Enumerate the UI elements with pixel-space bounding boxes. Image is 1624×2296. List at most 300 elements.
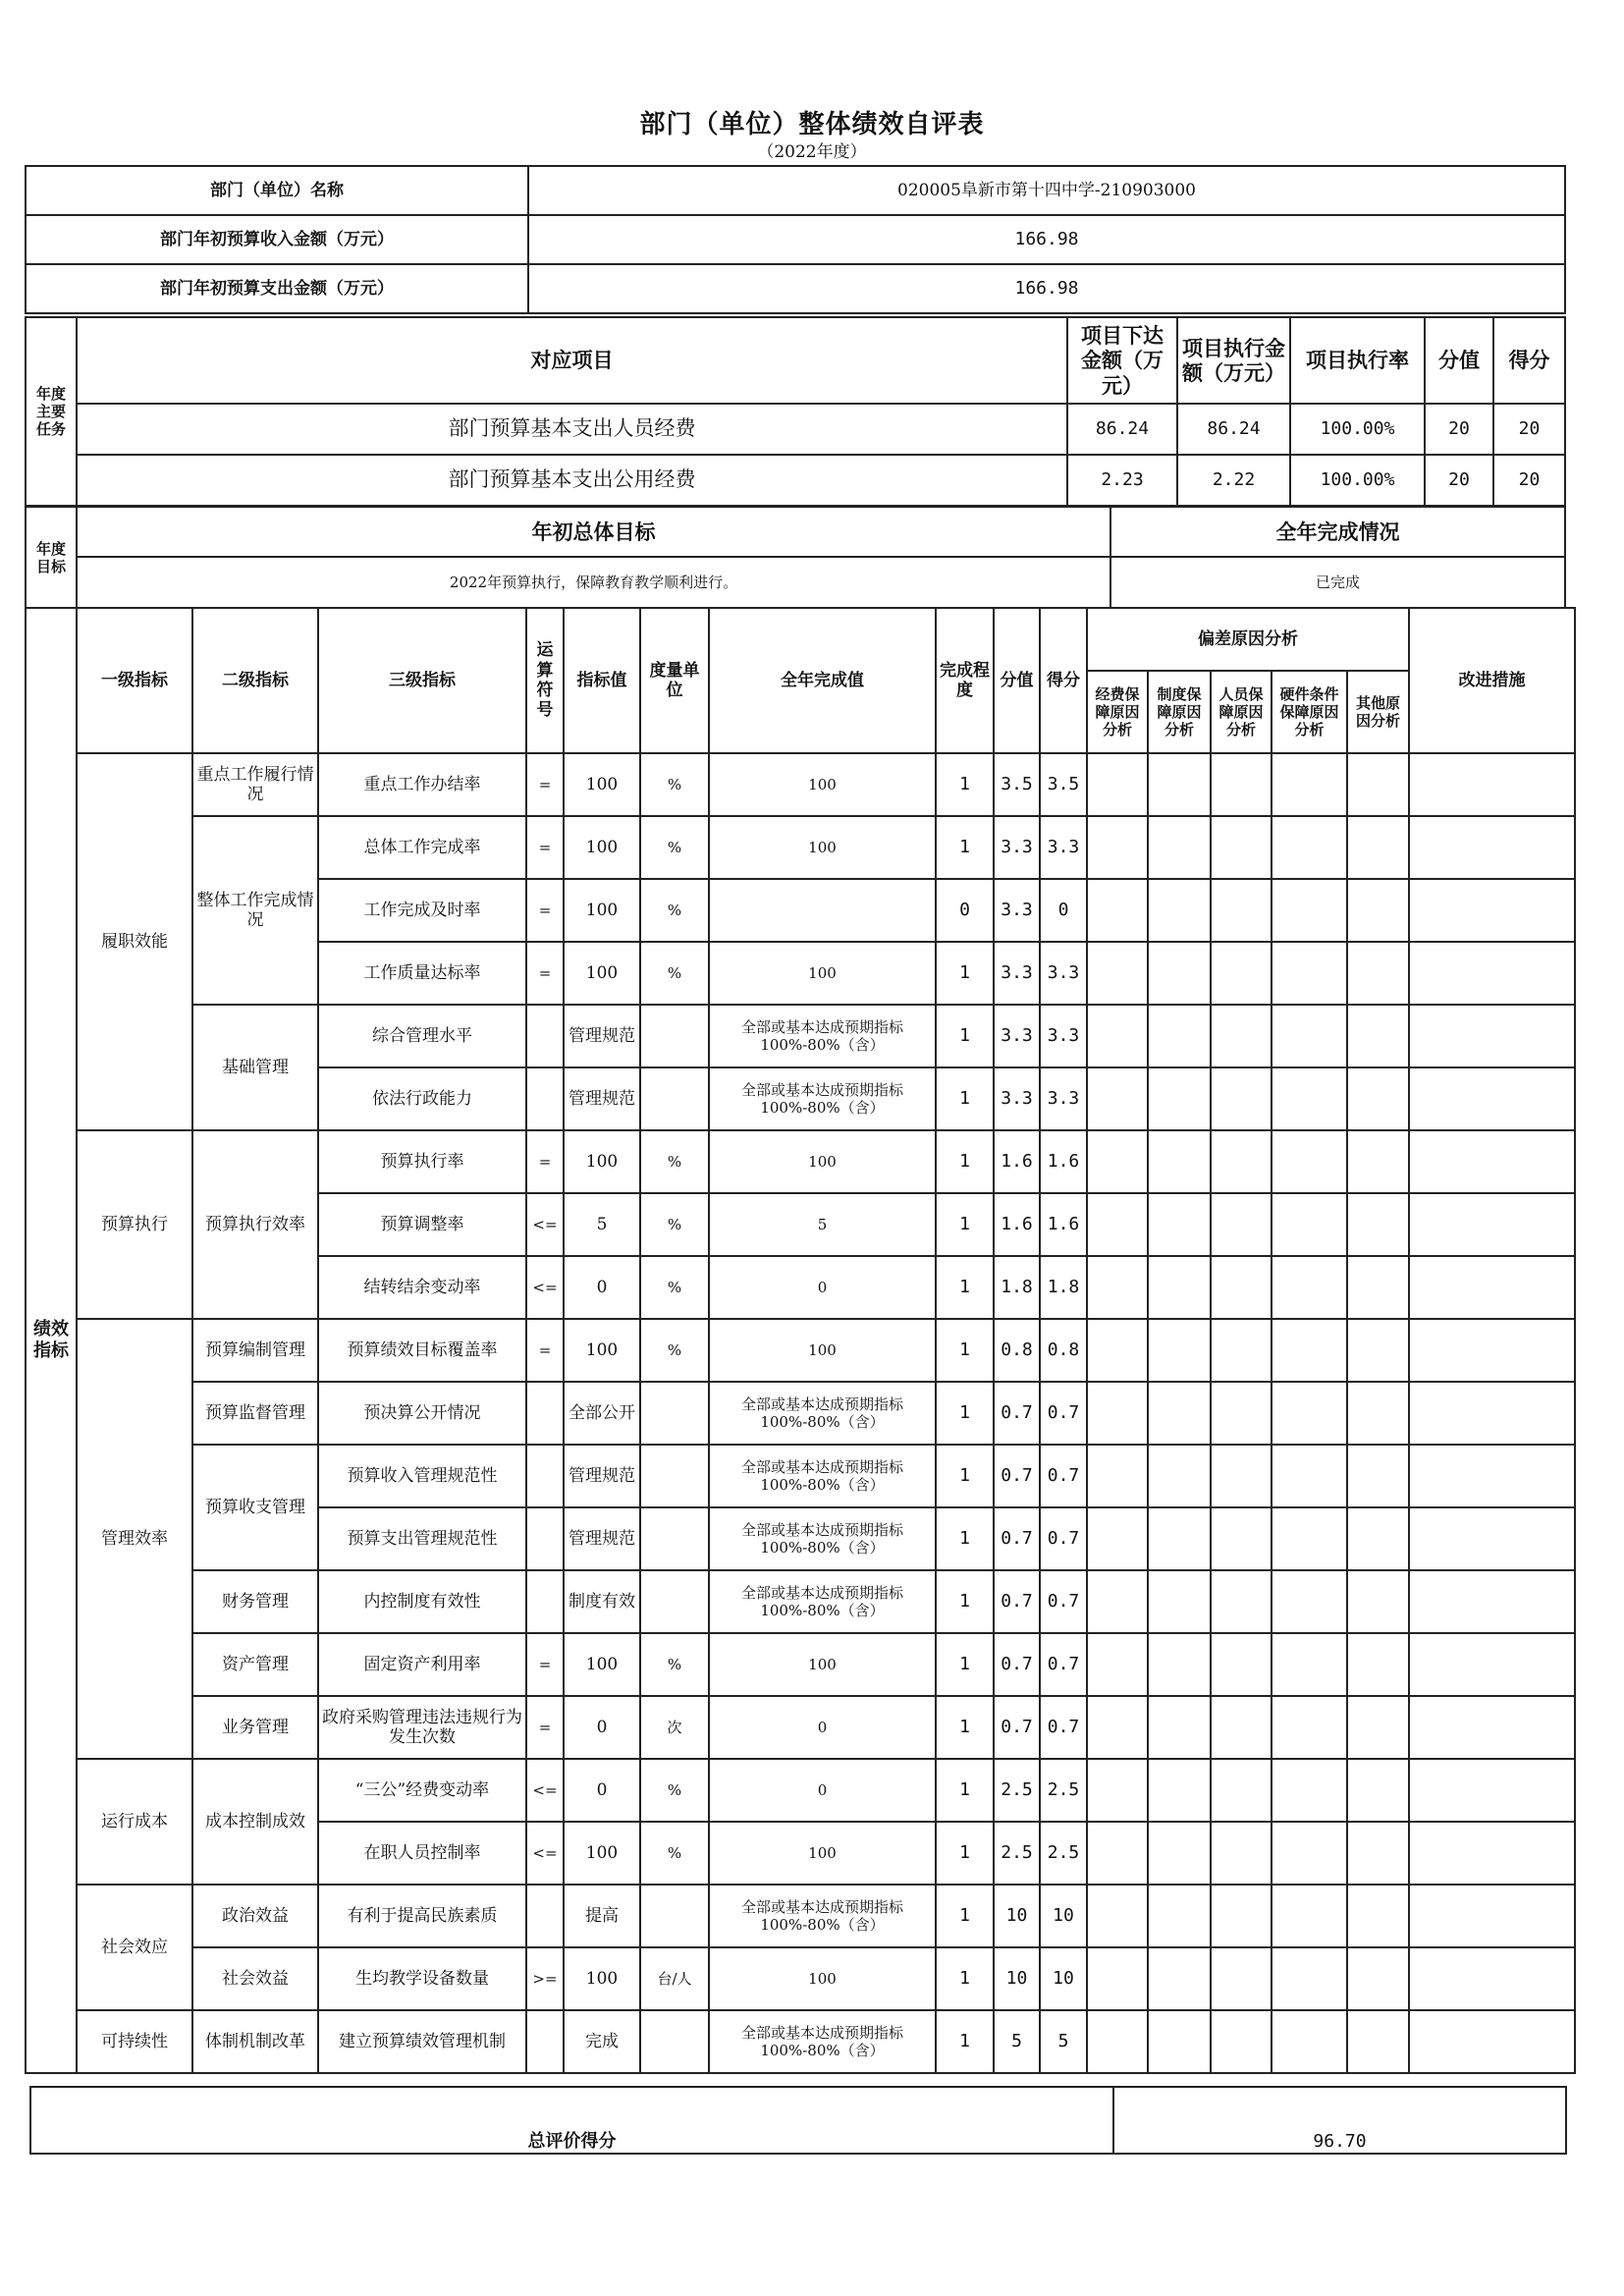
level3-cell: 总体工作完成率	[318, 816, 526, 879]
dev-system-cell	[1148, 1130, 1211, 1193]
dev-funding-cell	[1087, 2010, 1148, 2073]
dev-system-cell	[1148, 1005, 1211, 1067]
header-deviation-group: 偏差原因分析	[1087, 608, 1409, 671]
unit-cell: %	[640, 879, 709, 942]
got-cell: 0.8	[1040, 1319, 1087, 1382]
dev-funding-cell	[1087, 1759, 1148, 1822]
expense-label: 部门年初预算支出金额（万元）	[26, 264, 528, 313]
dev-hardware-cell	[1272, 1633, 1347, 1696]
completion-cell: 1	[936, 2010, 994, 2073]
dev-other-cell	[1347, 1067, 1409, 1130]
task-got: 20	[1493, 404, 1565, 455]
task-score: 20	[1425, 404, 1493, 455]
dev-funding-cell	[1087, 753, 1148, 816]
unit-cell: %	[640, 1759, 709, 1822]
score-cell: 3.3	[994, 1067, 1040, 1130]
improvement-cell	[1409, 1696, 1575, 1759]
dev-system-cell	[1148, 1885, 1211, 1947]
unit-cell: %	[640, 1256, 709, 1319]
expense-value: 166.98	[528, 264, 1565, 313]
level2-cell: 基础管理	[192, 1005, 318, 1130]
level3-cell: 工作质量达标率	[318, 942, 526, 1005]
dev-personnel-cell	[1211, 1947, 1272, 2010]
level3-cell: 预算支出管理规范性	[318, 1507, 526, 1570]
dev-system-cell	[1148, 753, 1211, 816]
target-cell: 100	[564, 1822, 640, 1885]
completion-cell: 1	[936, 1822, 994, 1885]
goal-header-initial: 年初总体目标	[77, 507, 1110, 557]
level2-cell: 资产管理	[192, 1633, 318, 1696]
tasks-header-got: 得分	[1493, 317, 1565, 404]
dev-system-cell	[1148, 816, 1211, 879]
target-cell: 5	[564, 1193, 640, 1256]
target-cell: 0	[564, 1759, 640, 1822]
target-cell: 100	[564, 942, 640, 1005]
dev-hardware-cell	[1272, 1319, 1347, 1382]
dev-other-cell	[1347, 879, 1409, 942]
improvement-cell	[1409, 1445, 1575, 1507]
dev-other-cell	[1347, 816, 1409, 879]
actual-cell: 全部或基本达成预期指标100%-80%（含）	[709, 1507, 936, 1570]
dev-hardware-cell	[1272, 1382, 1347, 1445]
level2-cell: 预算收支管理	[192, 1445, 318, 1570]
improvement-cell	[1409, 1947, 1575, 2010]
unit-cell	[640, 1507, 709, 1570]
operator-cell: =	[526, 753, 564, 816]
income-label: 部门年初预算收入金额（万元）	[26, 215, 528, 264]
completion-cell: 1	[936, 1570, 994, 1633]
improvement-cell	[1409, 1193, 1575, 1256]
completion-cell: 1	[936, 1885, 994, 1947]
target-cell: 100	[564, 1130, 640, 1193]
dev-funding-cell	[1087, 1633, 1148, 1696]
score-cell: 10	[994, 1947, 1040, 2010]
completion-cell: 1	[936, 1256, 994, 1319]
level3-cell: 预决算公开情况	[318, 1382, 526, 1445]
total-score-value: 96.70	[1113, 2087, 1566, 2154]
operator-cell: =	[526, 1130, 564, 1193]
score-cell: 10	[994, 1885, 1040, 1947]
dev-funding-cell	[1087, 879, 1148, 942]
dev-system-cell	[1148, 1507, 1211, 1570]
got-cell: 3.5	[1040, 753, 1087, 816]
improvement-cell	[1409, 1005, 1575, 1067]
level3-cell: 有利于提高民族素质	[318, 1885, 526, 1947]
header-dev-other: 其他原因分析	[1347, 671, 1409, 753]
operator-cell	[526, 1445, 564, 1507]
header-actual: 全年完成值	[709, 608, 936, 753]
dev-hardware-cell	[1272, 1947, 1347, 2010]
operator-cell: =	[526, 1319, 564, 1382]
level2-cell: 成本控制成效	[192, 1759, 318, 1885]
improvement-cell	[1409, 879, 1575, 942]
unit-cell	[640, 1570, 709, 1633]
dev-hardware-cell	[1272, 1005, 1347, 1067]
task-rate: 100.00%	[1290, 455, 1425, 506]
unit-cell: %	[640, 816, 709, 879]
dev-system-cell	[1148, 1382, 1211, 1445]
dev-other-cell	[1347, 753, 1409, 816]
got-cell: 1.8	[1040, 1256, 1087, 1319]
expense-row	[26, 264, 1565, 313]
actual-cell	[709, 879, 936, 942]
unit-name-row	[26, 166, 1565, 215]
improvement-cell	[1409, 1885, 1575, 1947]
actual-cell: 全部或基本达成预期指标100%-80%（含）	[709, 1885, 936, 1947]
indicator-row	[26, 1319, 1575, 1382]
dev-other-cell	[1347, 1445, 1409, 1507]
total-score-table	[29, 2086, 1567, 2155]
target-cell: 0	[564, 1256, 640, 1319]
level3-cell: 重点工作办结率	[318, 753, 526, 816]
completion-cell: 1	[936, 1947, 994, 2010]
task-issued: 2.23	[1067, 455, 1177, 506]
dev-hardware-cell	[1272, 1822, 1347, 1885]
dev-personnel-cell	[1211, 1759, 1272, 1822]
dev-hardware-cell	[1272, 816, 1347, 879]
actual-cell: 0	[709, 1696, 936, 1759]
dev-system-cell	[1148, 1445, 1211, 1507]
actual-cell: 5	[709, 1193, 936, 1256]
improvement-cell	[1409, 1319, 1575, 1382]
got-cell: 0.7	[1040, 1507, 1087, 1570]
operator-cell: <=	[526, 1759, 564, 1822]
dev-system-cell	[1148, 1067, 1211, 1130]
dev-system-cell	[1148, 879, 1211, 942]
got-cell: 0.7	[1040, 1445, 1087, 1507]
level3-cell: 预算收入管理规范性	[318, 1445, 526, 1507]
unit-cell	[640, 2010, 709, 2073]
dev-personnel-cell	[1211, 753, 1272, 816]
dev-hardware-cell	[1272, 753, 1347, 816]
score-cell: 0.7	[994, 1633, 1040, 1696]
dev-funding-cell	[1087, 1885, 1148, 1947]
tasks-header-project: 对应项目	[77, 317, 1067, 404]
completion-cell: 1	[936, 1193, 994, 1256]
task-executed: 86.24	[1177, 404, 1290, 455]
header-dev-personnel: 人员保障原因分析	[1211, 671, 1272, 753]
unit-cell: 次	[640, 1696, 709, 1759]
target-cell: 100	[564, 816, 640, 879]
dev-other-cell	[1347, 1885, 1409, 1947]
operator-cell: >=	[526, 1947, 564, 2010]
actual-cell: 全部或基本达成预期指标100%-80%（含）	[709, 1382, 936, 1445]
indicator-row	[26, 816, 1575, 879]
unit-name-value: 020005阜新市第十四中学-210903000	[528, 166, 1565, 215]
level3-cell: 生均教学设备数量	[318, 1947, 526, 2010]
dev-other-cell	[1347, 2010, 1409, 2073]
completion-cell: 1	[936, 1005, 994, 1067]
operator-cell	[526, 1507, 564, 1570]
dev-funding-cell	[1087, 1570, 1148, 1633]
indicator-row	[26, 1005, 1575, 1067]
level3-cell: 预算执行率	[318, 1130, 526, 1193]
level2-cell: 预算执行效率	[192, 1130, 318, 1319]
score-cell: 3.3	[994, 1005, 1040, 1067]
actual-cell: 100	[709, 816, 936, 879]
target-cell: 0	[564, 1696, 640, 1759]
got-cell: 2.5	[1040, 1759, 1087, 1822]
task-executed: 2.22	[1177, 455, 1290, 506]
operator-cell: =	[526, 1633, 564, 1696]
actual-cell: 100	[709, 1130, 936, 1193]
dev-system-cell	[1148, 1822, 1211, 1885]
indicator-row	[26, 1759, 1575, 1822]
got-cell: 1.6	[1040, 1130, 1087, 1193]
unit-cell	[640, 1382, 709, 1445]
page-title: 部门（单位）整体绩效自评表	[639, 110, 985, 139]
dev-funding-cell	[1087, 1445, 1148, 1507]
target-cell: 100	[564, 753, 640, 816]
actual-cell: 全部或基本达成预期指标100%-80%（含）	[709, 1067, 936, 1130]
dev-personnel-cell	[1211, 1507, 1272, 1570]
dev-system-cell	[1148, 1319, 1211, 1382]
indicator-row	[26, 1696, 1575, 1759]
dev-personnel-cell	[1211, 1319, 1272, 1382]
got-cell: 1.6	[1040, 1193, 1087, 1256]
annual-goal-table	[25, 506, 1566, 609]
dev-personnel-cell	[1211, 816, 1272, 879]
dev-funding-cell	[1087, 942, 1148, 1005]
dev-hardware-cell	[1272, 2010, 1347, 2073]
tasks-header-rate: 项目执行率	[1290, 317, 1425, 404]
dev-other-cell	[1347, 1130, 1409, 1193]
level2-cell: 重点工作履行情况	[192, 753, 318, 816]
operator-cell: =	[526, 1696, 564, 1759]
got-cell: 0.7	[1040, 1382, 1087, 1445]
unit-cell: %	[640, 1193, 709, 1256]
level2-cell: 预算编制管理	[192, 1319, 318, 1382]
dev-personnel-cell	[1211, 1633, 1272, 1696]
dev-other-cell	[1347, 1759, 1409, 1822]
dev-other-cell	[1347, 1319, 1409, 1382]
unit-cell	[640, 1885, 709, 1947]
dev-personnel-cell	[1211, 879, 1272, 942]
target-cell: 管理规范	[564, 1445, 640, 1507]
score-cell: 2.5	[994, 1759, 1040, 1822]
got-cell: 3.3	[1040, 1005, 1087, 1067]
indicator-row	[26, 1130, 1575, 1193]
dev-hardware-cell	[1272, 1256, 1347, 1319]
actual-cell: 全部或基本达成预期指标100%-80%（含）	[709, 2010, 936, 2073]
got-cell: 10	[1040, 1947, 1087, 2010]
operator-cell	[526, 2010, 564, 2073]
dev-system-cell	[1148, 1696, 1211, 1759]
dev-funding-cell	[1087, 1319, 1148, 1382]
target-cell: 100	[564, 1319, 640, 1382]
indicator-row	[26, 1633, 1575, 1696]
dev-other-cell	[1347, 1947, 1409, 2010]
dev-personnel-cell	[1211, 1256, 1272, 1319]
page-subtitle-year: （2022年度）	[757, 142, 867, 162]
got-cell: 0.7	[1040, 1633, 1087, 1696]
got-cell: 10	[1040, 1885, 1087, 1947]
target-cell: 管理规范	[564, 1507, 640, 1570]
task-got: 20	[1493, 455, 1565, 506]
level2-cell: 整体工作完成情况	[192, 816, 318, 1005]
dev-funding-cell	[1087, 1130, 1148, 1193]
level1-cell: 可持续性	[77, 2010, 192, 2073]
actual-cell: 100	[709, 1947, 936, 2010]
header-dev-system: 制度保障原因分析	[1148, 671, 1211, 753]
improvement-cell	[1409, 1759, 1575, 1822]
dev-funding-cell	[1087, 1822, 1148, 1885]
actual-cell: 全部或基本达成预期指标100%-80%（含）	[709, 1570, 936, 1633]
completion-cell: 1	[936, 1507, 994, 1570]
score-cell: 0.7	[994, 1570, 1040, 1633]
header-got: 得分	[1040, 608, 1087, 753]
dev-other-cell	[1347, 1256, 1409, 1319]
dev-funding-cell	[1087, 1947, 1148, 2010]
target-cell: 提高	[564, 1885, 640, 1947]
header-score: 分值	[994, 608, 1040, 753]
level3-cell: 依法行政能力	[318, 1067, 526, 1130]
indicators-side-label: 绩效指标	[26, 608, 77, 2073]
tasks-header-executed: 项目执行金额（万元）	[1177, 317, 1290, 404]
completion-cell: 1	[936, 1319, 994, 1382]
dev-personnel-cell	[1211, 1822, 1272, 1885]
task-row	[26, 404, 1565, 455]
level2-cell: 业务管理	[192, 1696, 318, 1759]
header-improvement: 改进措施	[1409, 608, 1575, 753]
header-unit: 度量单位	[640, 608, 709, 753]
got-cell: 0	[1040, 879, 1087, 942]
task-score: 20	[1425, 455, 1493, 506]
target-cell: 制度有效	[564, 1570, 640, 1633]
dev-personnel-cell	[1211, 2010, 1272, 2073]
score-cell: 3.3	[994, 816, 1040, 879]
unit-cell: %	[640, 1822, 709, 1885]
score-cell: 0.8	[994, 1319, 1040, 1382]
header-operator: 运算符号	[526, 608, 564, 753]
dev-hardware-cell	[1272, 942, 1347, 1005]
dev-funding-cell	[1087, 816, 1148, 879]
dev-personnel-cell	[1211, 1067, 1272, 1130]
completion-cell: 1	[936, 1633, 994, 1696]
indicator-row	[26, 1947, 1575, 2010]
dev-other-cell	[1347, 1382, 1409, 1445]
dev-funding-cell	[1087, 1507, 1148, 1570]
indicator-row	[26, 753, 1575, 816]
dev-hardware-cell	[1272, 1570, 1347, 1633]
actual-cell: 100	[709, 1822, 936, 1885]
actual-cell: 100	[709, 753, 936, 816]
dev-funding-cell	[1087, 1382, 1148, 1445]
task-issued: 86.24	[1067, 404, 1177, 455]
task-rate: 100.00%	[1290, 404, 1425, 455]
completion-cell: 1	[936, 1067, 994, 1130]
unit-cell	[640, 1067, 709, 1130]
operator-cell: <=	[526, 1193, 564, 1256]
score-cell: 0.7	[994, 1507, 1040, 1570]
score-cell: 2.5	[994, 1822, 1040, 1885]
task-name: 部门预算基本支出公用经费	[77, 455, 1067, 506]
score-cell: 0.7	[994, 1445, 1040, 1507]
level2-cell: 社会效益	[192, 1947, 318, 2010]
dev-system-cell	[1148, 1193, 1211, 1256]
dev-other-cell	[1347, 1822, 1409, 1885]
actual-cell: 全部或基本达成预期指标100%-80%（含）	[709, 1445, 936, 1507]
level1-cell: 社会效应	[77, 1885, 192, 2010]
target-cell: 100	[564, 1947, 640, 2010]
dev-hardware-cell	[1272, 1696, 1347, 1759]
dev-system-cell	[1148, 1633, 1211, 1696]
operator-cell: =	[526, 879, 564, 942]
level1-cell: 履职效能	[77, 753, 192, 1130]
unit-cell: %	[640, 1633, 709, 1696]
dev-personnel-cell	[1211, 1696, 1272, 1759]
completion-cell: 1	[936, 1759, 994, 1822]
score-cell: 3.5	[994, 753, 1040, 816]
goal-initial-text: 2022年预算执行，保障教育教学顺利进行。	[77, 557, 1110, 608]
indicator-row	[26, 1445, 1575, 1507]
dev-other-cell	[1347, 1696, 1409, 1759]
dev-funding-cell	[1087, 1067, 1148, 1130]
got-cell: 0.7	[1040, 1570, 1087, 1633]
tasks-header-issued: 项目下达金额（万元）	[1067, 317, 1177, 404]
actual-cell: 0	[709, 1256, 936, 1319]
dev-personnel-cell	[1211, 1130, 1272, 1193]
unit-cell: 台/人	[640, 1947, 709, 2010]
task-row	[26, 455, 1565, 506]
dev-funding-cell	[1087, 1696, 1148, 1759]
dev-other-cell	[1347, 1193, 1409, 1256]
level2-cell: 体制机制改革	[192, 2010, 318, 2073]
header-level2: 二级指标	[192, 608, 318, 753]
level1-cell: 运行成本	[77, 1759, 192, 1885]
dev-personnel-cell	[1211, 1193, 1272, 1256]
completion-cell: 1	[936, 816, 994, 879]
header-level3: 三级指标	[318, 608, 526, 753]
dev-funding-cell	[1087, 1193, 1148, 1256]
performance-indicators-table	[25, 607, 1576, 2074]
got-cell: 2.5	[1040, 1822, 1087, 1885]
actual-cell: 0	[709, 1759, 936, 1822]
level2-cell: 政治效益	[192, 1885, 318, 1947]
unit-cell: %	[640, 942, 709, 1005]
tasks-header-score: 分值	[1425, 317, 1493, 404]
level3-cell: 预算绩效目标覆盖率	[318, 1319, 526, 1382]
improvement-cell	[1409, 1507, 1575, 1570]
level3-cell: 建立预算绩效管理机制	[318, 2010, 526, 2073]
completion-cell: 1	[936, 753, 994, 816]
actual-cell: 100	[709, 942, 936, 1005]
income-value: 166.98	[528, 215, 1565, 264]
got-cell: 3.3	[1040, 942, 1087, 1005]
dev-other-cell	[1347, 1507, 1409, 1570]
completion-cell: 1	[936, 942, 994, 1005]
dev-personnel-cell	[1211, 1570, 1272, 1633]
level3-cell: 工作完成及时率	[318, 879, 526, 942]
score-cell: 1.8	[994, 1256, 1040, 1319]
income-row	[26, 215, 1565, 264]
completion-cell: 1	[936, 1382, 994, 1445]
task-name: 部门预算基本支出人员经费	[77, 404, 1067, 455]
dev-system-cell	[1148, 2010, 1211, 2073]
improvement-cell	[1409, 1382, 1575, 1445]
header-completion: 完成程度	[936, 608, 994, 753]
indicator-row	[26, 1382, 1575, 1445]
level3-cell: 预算调整率	[318, 1193, 526, 1256]
dev-other-cell	[1347, 1633, 1409, 1696]
dev-system-cell	[1148, 1256, 1211, 1319]
indicators-body	[26, 608, 1575, 2073]
level2-cell: 财务管理	[192, 1570, 318, 1633]
score-cell: 3.3	[994, 879, 1040, 942]
score-cell: 0.7	[994, 1696, 1040, 1759]
level2-cell: 预算监督管理	[192, 1382, 318, 1445]
annual-tasks-table	[25, 316, 1566, 507]
